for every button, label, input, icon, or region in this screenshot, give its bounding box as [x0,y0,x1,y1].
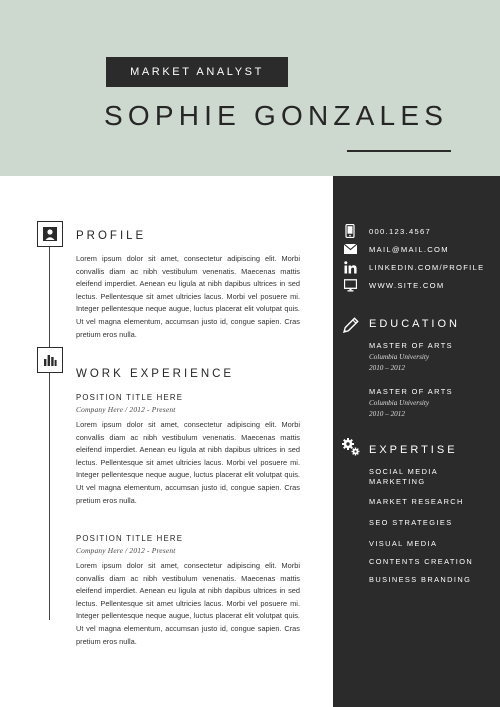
linkedin-icon [343,260,357,274]
job-role-badge: MARKET ANALYST [106,57,288,87]
job-description: Lorem ipsum dolor sit amet, consectetur adipiscing elit. Morbi convallis diam ac nibh vestibulum venenatis. Maecenas mattis eleifend imperdiet. Aenean eu ligula at nibh dapibus ultrices in sed lectus. Pellentesque sit amet ultricies lacus. Morbi vel posuere mi. Integer pellentesque neque augue, luctus placerat elit volutpat quis. Ut vel magna elementum, accumsan justo id, congue sapien. Cras pretium eros nulla. [76,420,300,505]
expertise-item: BUSINESS BRANDING [369,575,472,584]
expertise-item: CONTENTS CREATION [369,557,474,566]
expertise-title: EXPERTISE [369,444,458,456]
website-url: WWW.SITE.COM [369,280,445,290]
experience-icon-box [37,347,63,373]
education-years: 2010 – 2012 [369,410,405,418]
profile-text: Lorem ipsum dolor sit amet, consectetur adipiscing elit. Morbi convallis diam ac nibh vestibulum venenatis. Maecenas mattis eleifend imperdiet. Aenean eu ligula at nibh dapibus ultrices in sed lectus. Pellentesque sit amet ultricies lacus. Morbi vel posuere mi. Integer pellentesque neque augue, luctus placerat elit volutpat quis. Ut vel magna elementum, accumsan justo id, congue sapien. Cras pretium eros nulla. [76,254,300,339]
contact-phone [343,224,432,238]
expertise-item: SEO STRATEGIES [369,518,453,527]
linkedin-url: LINKEDIN.COM/PROFILE [369,262,485,272]
candidate-name: SOPHIE GONZALES [104,100,449,131]
bar-chart-icon [43,353,57,367]
education-years: 2010 – 2012 [369,364,405,372]
timeline-line [49,246,50,620]
contact-linkedin [343,260,485,274]
job-company-dates: Company Here / 2012 - Present [76,546,176,555]
pencil-icon [341,315,361,335]
job-position: POSITION TITLE HERE [76,393,184,402]
expertise-item: MARKET RESEARCH [369,497,464,506]
envelope-icon [343,242,357,256]
education-degree: MASTER OF ARTS [369,387,453,396]
education-title: EDUCATION [369,318,460,330]
gears-icon [341,437,361,457]
contact-email [343,242,449,256]
profile-icon-box [37,221,63,247]
phone-icon [343,224,357,238]
expertise-item: SOCIAL MEDIA MARKETING [369,467,438,486]
education-degree: MASTER OF ARTS [369,341,453,350]
contact-website [343,278,445,292]
monitor-icon [343,278,357,292]
profile-title: PROFILE [76,230,147,242]
job-position: POSITION TITLE HERE [76,534,184,543]
experience-title: WORK EXPERIENCE [76,368,235,380]
expertise-item: VISUAL MEDIA [369,539,438,548]
person-icon [43,227,57,241]
job-company-dates: Company Here / 2012 - Present [76,405,176,414]
phone-number: 000.123.4567 [369,226,432,236]
name-underline [347,150,451,152]
education-school: Columbia University [369,399,430,407]
education-school: Columbia University [369,353,430,361]
job-description: Lorem ipsum dolor sit amet, consectetur adipiscing elit. Morbi convallis diam ac nibh vestibulum venenatis. Maecenas mattis eleifend imperdiet. Aenean eu ligula at nibh dapibus ultrices in sed lectus. Pellentesque sit amet ultricies lacus. Morbi vel posuere mi. Integer pellentesque neque augue, luctus placerat elit volutpat quis. Ut vel magna elementum, accumsan justo id, congue sapien. Cras pretium eros nulla. [76,561,300,646]
email-address: MAIL@MAIL.COM [369,244,449,254]
